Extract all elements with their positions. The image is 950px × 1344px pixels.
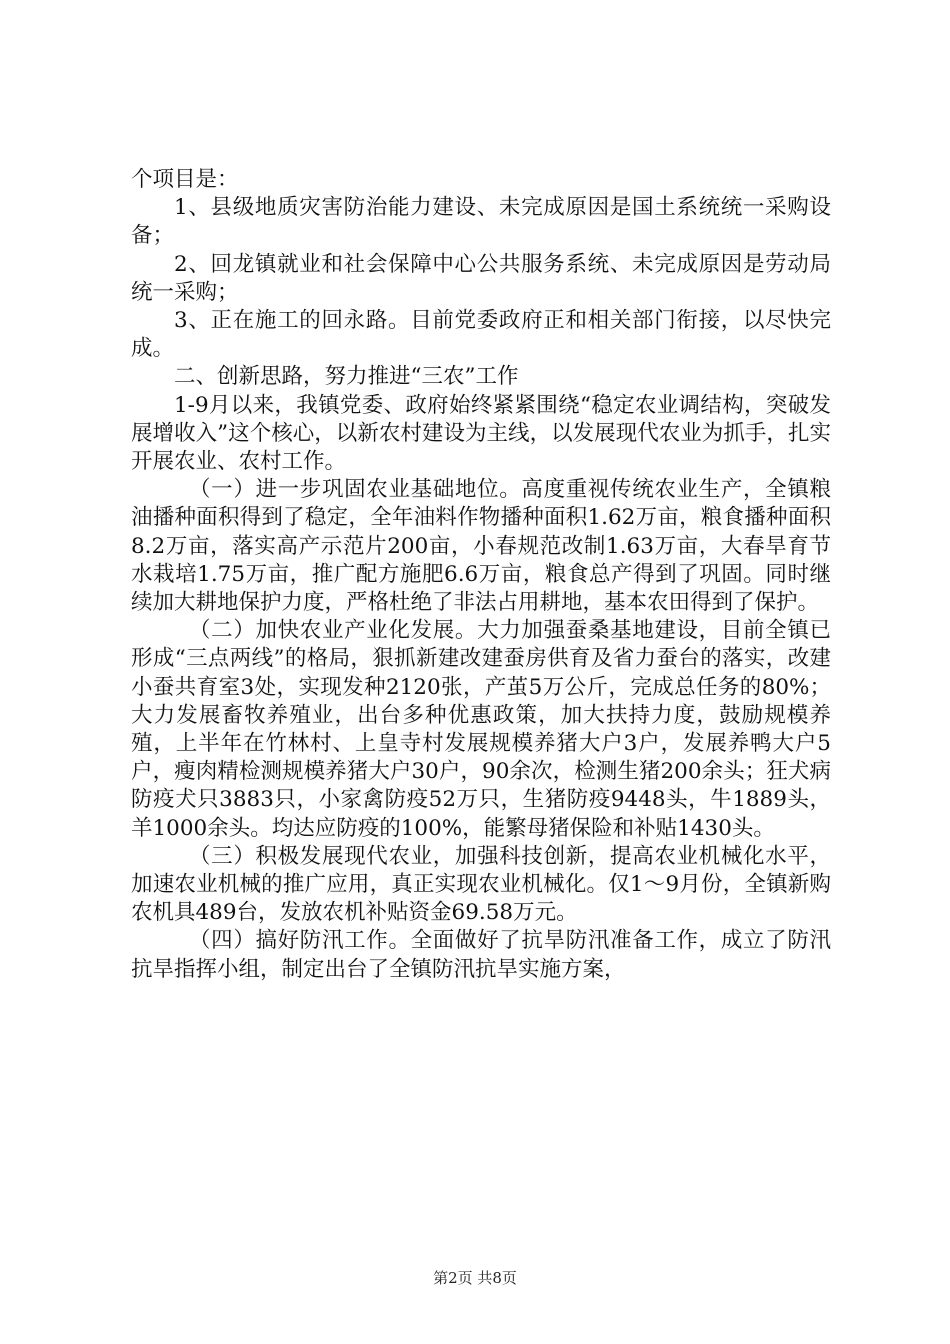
paragraph-subsection-4: （四）搞好防汛工作。全面做好了抗旱防汛准备工作，成立了防汛抗旱指挥小组，制定出台了全镇防汛抗旱实施方案， <box>131 928 831 982</box>
paragraph-item-1: 1、县级地质灾害防治能力建设、未完成原因是国土系统统一采购设备； <box>131 195 831 249</box>
paragraph-subsection-3: （三）积极发展现代农业，加强科技创新，提高农业机械化水平，加速农业机械的推广应用，真正实现农业机械化。仅1～9月份，全镇新购农机具489台，发放农机补贴资金69.58万元。 <box>131 843 831 926</box>
paragraph-item-2: 2、回龙镇就业和社会保障中心公共服务系统、未完成原因是劳动局统一采购； <box>131 251 831 305</box>
document-body <box>131 166 831 984</box>
paragraph-subsection-2: （二）加快农业产业化发展。大力加强蚕桑基地建设，目前全镇已形成“三点两线”的格局，狠抓新建改建蚕房供育及省力蚕台的落实，改建小蚕共育室3处，实现发种2120张，产茧5万公斤，完成总任务的80%；大力发展畜牧养殖业，出台多种优惠政策，加大扶持力度，鼓励规模养殖，上半年在竹林村、上皇寺村发展规模养猪大户3户，发展养鸭大户5户，瘦肉精检测规模养猪大户30户，90余次，检测生猪200余头；狂犬病防疫犬只3883只，小家禽防疫52万只，生猪防疫9448头，牛1889头，羊1000余头。均达应防疫的100%，能繁母猪保险和补贴1430头。 <box>131 618 831 841</box>
paragraph-intro: 个项目是： <box>131 167 239 192</box>
paragraph-overview: 1-9月以来，我镇党委、政府始终紧紧围绕“稳定农业调结构，突破发展增收入”这个核心，以新农村建设为主线，以发展现代农业为抓手，扎实开展农业、农村工作。 <box>131 392 831 475</box>
paragraph-item-3: 3、正在施工的回永路。目前党委政府正和相关部门衔接，以尽快完成。 <box>131 308 831 362</box>
page-footer: 第2页 共8页 <box>433 1269 517 1287</box>
section-heading-2: 二、创新思路，努力推进“三农”工作 <box>174 364 519 390</box>
paragraph-subsection-1: （一）进一步巩固农业基础地位。高度重视传统农业生产，全镇粮油播种面积得到了稳定，全年油料作物播种面积1.62万亩，粮食播种面积8.2万亩，落实高产示范片200亩，小春规范改制1.63万亩，大春旱育节水栽培1.75万亩，推广配方施肥6.6万亩，粮食总产得到了巩固。同时继续加大耕地保护力度，严格杜绝了非法占用耕地，基本农田得到了保护。 <box>131 477 831 616</box>
